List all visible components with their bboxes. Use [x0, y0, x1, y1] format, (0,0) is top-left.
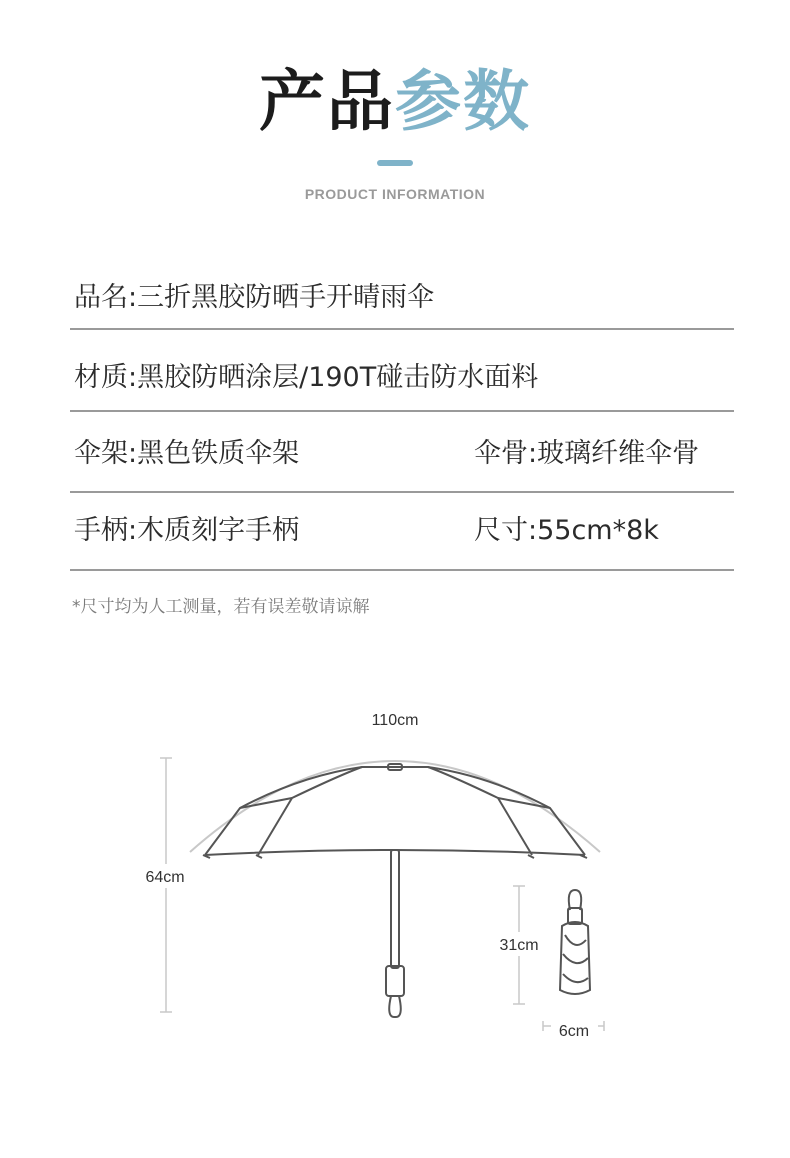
page-subtitle: PRODUCT INFORMATION — [304, 186, 486, 202]
title-accent-part: 参数 — [395, 63, 531, 140]
umbrella-dimension-diagram — [0, 690, 790, 1050]
open-width-label: 110cm — [371, 712, 419, 729]
open-umbrella-icon — [203, 764, 587, 1017]
spec-size: 尺寸:55cm*8k — [474, 515, 659, 546]
spec-product-name: 品名:三折黑胶防晒手开晴雨伞 — [74, 282, 435, 313]
folded-width-label: 6cm — [558, 1023, 590, 1040]
spec-material: 材质:黑胶防晒涂层/190T碰击防水面料 — [74, 362, 539, 393]
spec-handle: 手柄:木质刻字手柄 — [74, 515, 300, 546]
open-height-label: 64cm — [145, 869, 185, 886]
spec-row-name — [70, 248, 734, 330]
title-underline — [377, 160, 413, 166]
page-title — [0, 62, 790, 142]
folded-umbrella-icon — [560, 890, 590, 994]
spec-row-material — [70, 330, 734, 412]
spec-row-handle — [70, 493, 734, 571]
spec-ribs: 伞骨:玻璃纤维伞骨 — [474, 438, 700, 469]
spec-frame: 伞架:黑色铁质伞架 — [74, 438, 300, 469]
title-dark-part: 产品 — [259, 63, 395, 140]
measurement-note: *尺寸均为人工测量，若有误差敬请谅解 — [72, 597, 370, 617]
spec-row-frame — [70, 412, 734, 493]
folded-height-label: 31cm — [499, 937, 539, 954]
